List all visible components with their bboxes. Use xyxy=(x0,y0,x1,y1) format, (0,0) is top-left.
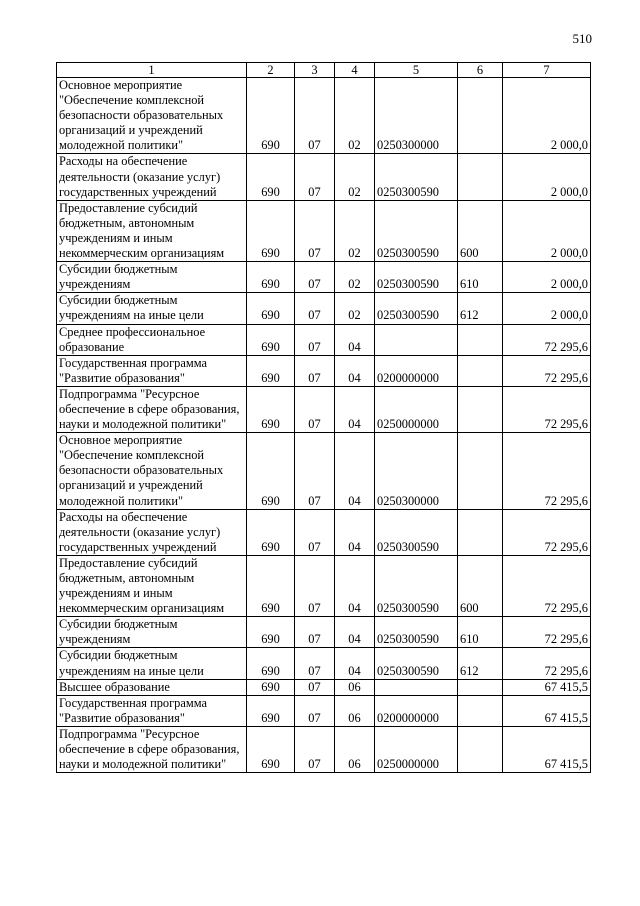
row-code-5: 0250300590 xyxy=(375,154,458,200)
row-code-3: 07 xyxy=(295,324,335,355)
row-amount: 72 295,6 xyxy=(503,555,591,616)
row-code-6 xyxy=(458,679,503,695)
row-code-6: 612 xyxy=(458,648,503,679)
row-code-3: 07 xyxy=(295,509,335,555)
row-code-5: 0200000000 xyxy=(375,695,458,726)
row-code-3: 07 xyxy=(295,262,335,293)
table-row xyxy=(57,78,591,154)
row-amount: 2 000,0 xyxy=(503,154,591,200)
row-code-3: 07 xyxy=(295,293,335,324)
row-code-6 xyxy=(458,726,503,772)
row-name: Субсидии бюджетным учреждениям на иные цели xyxy=(57,293,247,324)
row-code-5: 0250300000 xyxy=(375,433,458,509)
row-code-5: 0250300590 xyxy=(375,293,458,324)
row-code-6 xyxy=(458,154,503,200)
row-code-5: 0250000000 xyxy=(375,726,458,772)
table-row xyxy=(57,617,591,648)
row-name: Среднее профессиональное образование xyxy=(57,324,247,355)
row-code-3: 07 xyxy=(295,154,335,200)
row-code-4: 02 xyxy=(335,78,375,154)
row-code-2: 690 xyxy=(247,262,295,293)
row-code-4: 04 xyxy=(335,355,375,386)
row-code-3: 07 xyxy=(295,555,335,616)
row-code-3: 07 xyxy=(295,679,335,695)
row-amount: 67 415,5 xyxy=(503,695,591,726)
row-code-5: 0250300590 xyxy=(375,555,458,616)
row-code-4: 06 xyxy=(335,726,375,772)
row-code-2: 690 xyxy=(247,324,295,355)
row-name: Основное мероприятие "Обеспечение комплексной безопасности образовательных организаций и учреждений молодежной политики" xyxy=(57,433,247,509)
row-amount: 72 295,6 xyxy=(503,617,591,648)
row-name: Подпрограмма "Ресурсное обеспечение в сфере образования, науки и молодежной политики" xyxy=(57,726,247,772)
row-code-2: 690 xyxy=(247,355,295,386)
table-row xyxy=(57,200,591,261)
row-amount: 2 000,0 xyxy=(503,78,591,154)
column-header-4: 4 xyxy=(335,63,375,78)
row-name: Предоставление субсидий бюджетным, автономным учреждениям и иным некоммерческим организациям xyxy=(57,555,247,616)
column-header-7: 7 xyxy=(503,63,591,78)
row-code-4: 04 xyxy=(335,617,375,648)
row-code-6: 610 xyxy=(458,262,503,293)
row-code-5: 0200000000 xyxy=(375,355,458,386)
row-code-5: 0250000000 xyxy=(375,386,458,432)
row-amount: 72 295,6 xyxy=(503,433,591,509)
row-code-2: 690 xyxy=(247,386,295,432)
table-row xyxy=(57,726,591,772)
column-header-6: 6 xyxy=(458,63,503,78)
table-row xyxy=(57,433,591,509)
row-code-2: 690 xyxy=(247,293,295,324)
page-number: 510 xyxy=(572,31,592,46)
row-name: Подпрограмма "Ресурсное обеспечение в сфере образования, науки и молодежной политики" xyxy=(57,386,247,432)
row-code-2: 690 xyxy=(247,154,295,200)
row-code-6 xyxy=(458,433,503,509)
row-name: Субсидии бюджетным учреждениям xyxy=(57,262,247,293)
row-amount: 2 000,0 xyxy=(503,262,591,293)
row-code-2: 690 xyxy=(247,200,295,261)
row-code-4: 02 xyxy=(335,154,375,200)
row-code-4: 04 xyxy=(335,648,375,679)
table-row xyxy=(57,293,591,324)
row-code-4: 02 xyxy=(335,293,375,324)
row-code-4: 04 xyxy=(335,555,375,616)
row-code-3: 07 xyxy=(295,200,335,261)
row-code-2: 690 xyxy=(247,695,295,726)
row-code-5: 0250300000 xyxy=(375,78,458,154)
row-code-2: 690 xyxy=(247,679,295,695)
row-code-6: 612 xyxy=(458,293,503,324)
row-code-4: 06 xyxy=(335,679,375,695)
row-name: Расходы на обеспечение деятельности (оказание услуг) государственных учреждений xyxy=(57,154,247,200)
table-row xyxy=(57,555,591,616)
column-header-5: 5 xyxy=(375,63,458,78)
row-amount: 72 295,6 xyxy=(503,386,591,432)
row-code-6: 600 xyxy=(458,200,503,261)
row-code-3: 07 xyxy=(295,355,335,386)
row-code-5: 0250300590 xyxy=(375,617,458,648)
row-amount: 72 295,6 xyxy=(503,324,591,355)
row-amount: 2 000,0 xyxy=(503,293,591,324)
row-code-6 xyxy=(458,695,503,726)
row-code-4: 06 xyxy=(335,695,375,726)
row-code-2: 690 xyxy=(247,726,295,772)
row-code-6 xyxy=(458,509,503,555)
row-code-3: 07 xyxy=(295,648,335,679)
row-amount: 2 000,0 xyxy=(503,200,591,261)
row-code-6 xyxy=(458,386,503,432)
row-name: Расходы на обеспечение деятельности (оказание услуг) государственных учреждений xyxy=(57,509,247,555)
table-row xyxy=(57,695,591,726)
row-name: Субсидии бюджетным учреждениям xyxy=(57,617,247,648)
row-code-6 xyxy=(458,324,503,355)
row-code-3: 07 xyxy=(295,386,335,432)
budget-table xyxy=(56,62,591,773)
row-code-5: 0250300590 xyxy=(375,262,458,293)
row-code-6 xyxy=(458,355,503,386)
row-code-5 xyxy=(375,679,458,695)
row-code-4: 04 xyxy=(335,324,375,355)
table-row xyxy=(57,648,591,679)
column-header-1: 1 xyxy=(57,63,247,78)
row-amount: 72 295,6 xyxy=(503,509,591,555)
table-row xyxy=(57,324,591,355)
row-code-5: 0250300590 xyxy=(375,648,458,679)
row-amount: 67 415,5 xyxy=(503,726,591,772)
row-name: Государственная программа "Развитие образования" xyxy=(57,695,247,726)
row-code-3: 07 xyxy=(295,78,335,154)
column-header-3: 3 xyxy=(295,63,335,78)
table-row xyxy=(57,679,591,695)
row-code-4: 02 xyxy=(335,262,375,293)
row-code-2: 690 xyxy=(247,617,295,648)
table-row xyxy=(57,386,591,432)
row-code-2: 690 xyxy=(247,509,295,555)
table-row xyxy=(57,262,591,293)
row-code-3: 07 xyxy=(295,695,335,726)
row-code-5 xyxy=(375,324,458,355)
row-code-2: 690 xyxy=(247,648,295,679)
row-code-6: 610 xyxy=(458,617,503,648)
table-row xyxy=(57,154,591,200)
row-code-6: 600 xyxy=(458,555,503,616)
row-name: Государственная программа "Развитие образования" xyxy=(57,355,247,386)
row-amount: 72 295,6 xyxy=(503,355,591,386)
column-header-2: 2 xyxy=(247,63,295,78)
row-code-3: 07 xyxy=(295,617,335,648)
header-row xyxy=(57,63,591,78)
row-code-4: 02 xyxy=(335,200,375,261)
row-code-6 xyxy=(458,78,503,154)
row-name: Высшее образование xyxy=(57,679,247,695)
row-code-2: 690 xyxy=(247,78,295,154)
row-code-4: 04 xyxy=(335,386,375,432)
row-code-2: 690 xyxy=(247,555,295,616)
row-code-3: 07 xyxy=(295,433,335,509)
row-code-4: 04 xyxy=(335,509,375,555)
table-row xyxy=(57,355,591,386)
row-name: Предоставление субсидий бюджетным, автономным учреждениям и иным некоммерческим организациям xyxy=(57,200,247,261)
row-code-5: 0250300590 xyxy=(375,509,458,555)
row-amount: 67 415,5 xyxy=(503,679,591,695)
row-code-3: 07 xyxy=(295,726,335,772)
row-amount: 72 295,6 xyxy=(503,648,591,679)
row-name: Основное мероприятие "Обеспечение комплексной безопасности образовательных организаций и учреждений молодежной политики" xyxy=(57,78,247,154)
row-name: Субсидии бюджетным учреждениям на иные цели xyxy=(57,648,247,679)
table-row xyxy=(57,509,591,555)
row-code-4: 04 xyxy=(335,433,375,509)
row-code-2: 690 xyxy=(247,433,295,509)
row-code-5: 0250300590 xyxy=(375,200,458,261)
